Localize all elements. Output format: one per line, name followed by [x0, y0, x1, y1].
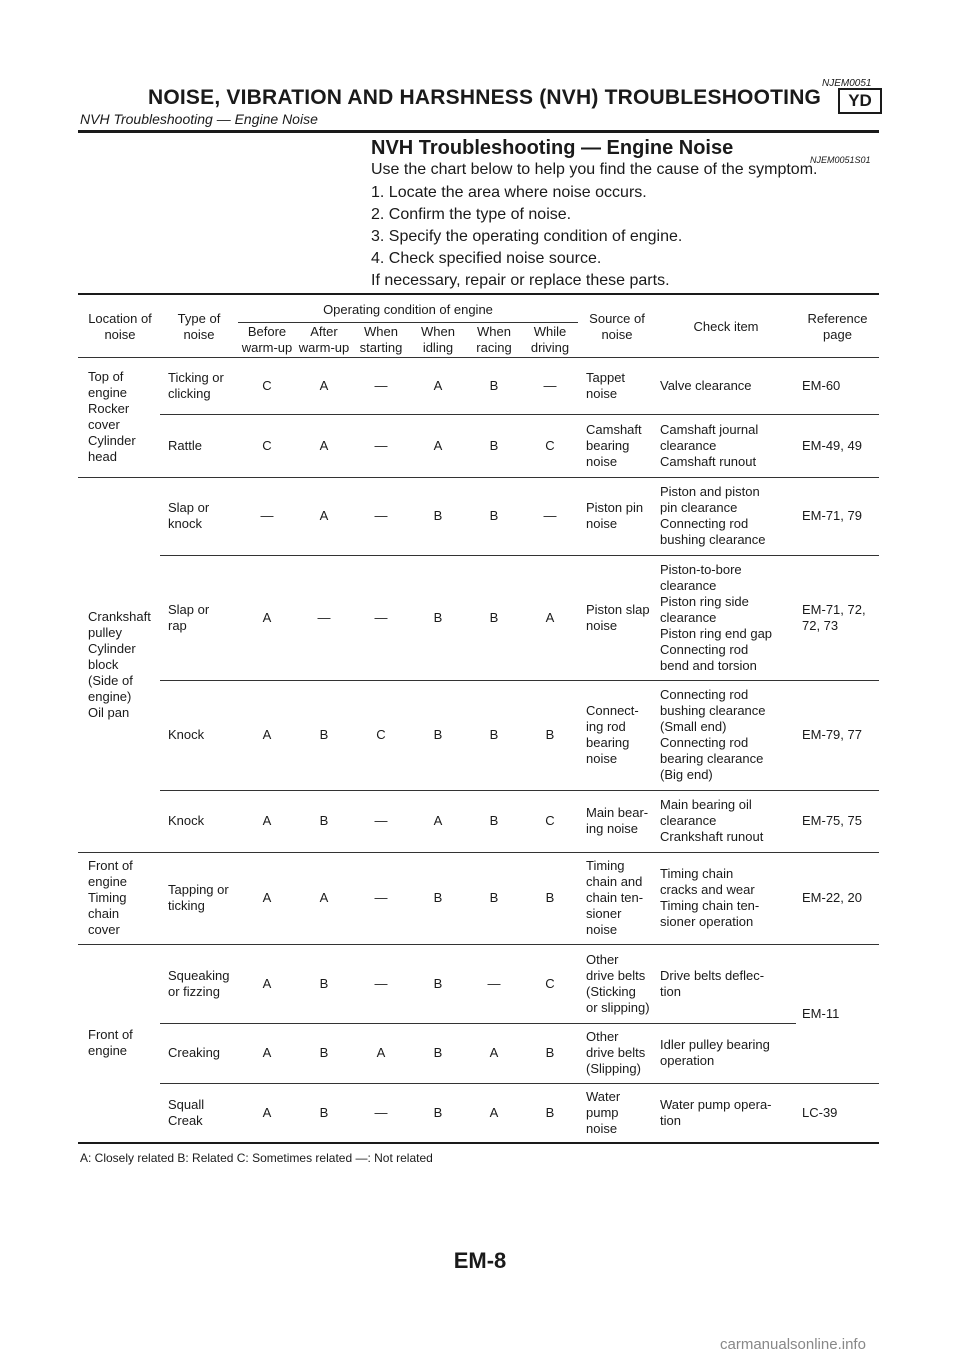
- row-divider: [160, 414, 879, 415]
- condition-rating: —: [543, 377, 557, 393]
- header-location: Location of noise: [88, 311, 152, 342]
- condition-rating: A: [376, 1045, 386, 1060]
- condition-rating: —: [374, 1104, 388, 1120]
- noise-source: Other drive belts (Slipping): [586, 1029, 646, 1076]
- condition-rating: C: [262, 377, 272, 393]
- condition-rating: —: [374, 813, 388, 828]
- row-divider: [160, 680, 879, 681]
- condition-rating: B: [545, 727, 555, 742]
- location-group: Crankshaft pulley Cylinder block (Side of engine) Oil pan: [88, 608, 151, 720]
- condition-rating: B: [489, 727, 499, 742]
- condition-rating: A: [319, 377, 329, 393]
- noise-source: Piston pin noise: [586, 500, 644, 531]
- condition-rating: B: [489, 377, 499, 393]
- row-divider: [78, 944, 879, 945]
- reference-page: EM-22, 20: [802, 890, 862, 905]
- page-title: NOISE, VIBRATION AND HARSHNESS (NVH) TROUBLESHOOTING: [148, 86, 822, 109]
- check-item: Main bearing oil clearance Crankshaft runout: [660, 797, 764, 844]
- check-item: Piston-to-bore clearance Piston ring side clearance Piston ring end gap Connecting rod bend and torsion: [660, 561, 773, 673]
- header-source: Source of noise: [589, 311, 645, 342]
- reference-page: EM-71, 72, 72, 73: [802, 601, 866, 633]
- condition-rating: A: [433, 437, 443, 453]
- row-divider: [78, 477, 879, 478]
- row-divider: [160, 1023, 796, 1024]
- location-group: Front of engine: [88, 1027, 133, 1058]
- step-2: 2. Confirm the type of noise.: [371, 206, 572, 223]
- check-item: Connecting rod bushing clearance (Small end) Connecting rod bearing clearance (Big end): [660, 687, 766, 782]
- check-item: Drive belts deflec- tion: [660, 967, 765, 999]
- condition-rating: —: [374, 890, 388, 905]
- header-rule: [78, 130, 879, 133]
- page-number: EM-8: [453, 1248, 507, 1273]
- header-operating-condition: Operating condition of engine: [323, 301, 493, 317]
- condition-rating: A: [262, 727, 272, 742]
- noise-type: Knock: [168, 813, 205, 828]
- condition-rating: A: [262, 975, 272, 991]
- header-when-racing: When racing: [476, 324, 512, 355]
- header-after-warmup: After warm-up: [298, 324, 350, 355]
- check-item: Camshaft journal clearance Camshaft runout: [660, 421, 759, 469]
- step-1: 1. Locate the area where noise occurs.: [371, 184, 647, 201]
- noise-source: Camshaft bearing noise: [586, 421, 642, 469]
- condition-rating: B: [319, 727, 329, 742]
- noise-type: Slap or knock: [168, 500, 210, 531]
- condition-rating: B: [319, 1045, 329, 1060]
- condition-rating: A: [433, 377, 443, 393]
- condition-rating: A: [489, 1104, 499, 1120]
- condition-rating: B: [489, 508, 499, 523]
- noise-source: Water pump noise: [586, 1088, 621, 1136]
- check-item: Idler pulley bearing operation: [660, 1037, 770, 1068]
- watermark: carmanualsonline.info: [720, 1336, 866, 1353]
- header-reference: Reference page: [807, 311, 868, 342]
- condition-rating: A: [319, 508, 329, 523]
- condition-rating: B: [319, 813, 329, 828]
- condition-rating: A: [262, 1104, 272, 1120]
- header-when-starting: When starting: [359, 324, 403, 355]
- condition-rating: —: [374, 377, 388, 393]
- condition-rating: —: [260, 508, 274, 523]
- step-4: 4. Check specified noise source.: [371, 250, 602, 267]
- condition-rating: B: [545, 1045, 555, 1060]
- noise-source: Timing chain and chain ten- sioner noise: [586, 858, 644, 937]
- condition-rating: A: [433, 813, 443, 828]
- noise-source: Main bear- ing noise: [586, 805, 649, 836]
- condition-rating: B: [433, 609, 443, 625]
- noise-type: Creaking: [168, 1045, 221, 1060]
- condition-rating: B: [433, 975, 443, 991]
- section-code: NJEM0051S01: [810, 155, 871, 165]
- condition-rating: A: [262, 609, 272, 625]
- condition-rating: A: [319, 437, 329, 453]
- row-divider: [160, 790, 879, 791]
- step-3: 3. Specify the operating condition of engine.: [371, 228, 683, 245]
- header-check-item: Check item: [693, 319, 759, 334]
- intro-text: Use the chart below to help you find the cause of the symptom.: [371, 161, 818, 178]
- condition-rating: B: [433, 890, 443, 905]
- condition-rating: C: [262, 437, 272, 453]
- reference-page: EM-75, 75: [802, 813, 862, 828]
- condition-rating: C: [545, 975, 555, 991]
- condition-rating: C: [545, 437, 555, 453]
- reference-page: EM-49, 49: [802, 437, 862, 453]
- reference-page: EM-79, 77: [802, 727, 862, 742]
- noise-type: Slap or rap: [168, 601, 210, 633]
- row-divider: [160, 1083, 879, 1084]
- condition-rating: —: [543, 508, 557, 523]
- reference-page: EM-71, 79: [802, 508, 862, 523]
- condition-rating: A: [262, 813, 272, 828]
- legend: A: Closely related B: Related C: Sometimes related —: Not related: [80, 1151, 433, 1165]
- header-type: Type of noise: [177, 311, 221, 342]
- condition-rating: B: [319, 975, 329, 991]
- condition-rating: —: [374, 508, 388, 523]
- section-title: NVH Troubleshooting — Engine Noise: [371, 137, 734, 159]
- condition-rating: A: [319, 890, 329, 905]
- condition-rating: B: [433, 508, 443, 523]
- condition-rating: A: [262, 890, 272, 905]
- condition-rating: —: [374, 437, 388, 453]
- model-badge: YD: [838, 88, 882, 114]
- condition-rating: C: [545, 813, 555, 828]
- noise-source: Other drive belts (Sticking or slipping): [586, 951, 650, 1015]
- check-item: Timing chain cracks and wear Timing chain ten- sioner operation: [660, 866, 760, 929]
- condition-rating: B: [489, 609, 499, 625]
- header-before-warmup: Before warm-up: [241, 324, 293, 355]
- noise-source: Tappet noise: [586, 369, 626, 401]
- noise-type: Rattle: [168, 437, 202, 453]
- table-bottom-rule: [78, 1142, 879, 1144]
- table-top-rule: [78, 293, 879, 295]
- reference-page: LC-39: [802, 1104, 838, 1120]
- noise-type: Knock: [168, 727, 205, 742]
- condition-rating: —: [374, 975, 388, 991]
- location-group: Top of engine Rocker cover Cylinder head: [88, 369, 136, 464]
- condition-rating: B: [489, 437, 499, 453]
- condition-rating: B: [489, 890, 499, 905]
- noise-type: Tapping or ticking: [168, 882, 229, 913]
- condition-rating: A: [262, 1045, 272, 1060]
- header-while-driving: While driving: [530, 324, 570, 355]
- condition-rating: A: [489, 1045, 499, 1060]
- row-divider: [160, 555, 879, 556]
- condition-rating: B: [433, 727, 443, 742]
- noise-type: Ticking or clicking: [168, 369, 224, 401]
- reference-page: EM-11: [802, 1005, 840, 1021]
- condition-rating: B: [489, 813, 499, 828]
- condition-rating: B: [433, 1045, 443, 1060]
- check-item: Water pump opera- tion: [660, 1096, 772, 1128]
- check-item: Piston and piston pin clearance Connecting rod bushing clearance: [660, 484, 766, 547]
- reference-page: EM-60: [802, 377, 841, 393]
- condition-rating: —: [317, 609, 331, 625]
- location-group: Front of engine Timing chain cover: [88, 858, 133, 937]
- condition-rating: —: [487, 975, 501, 991]
- header-code: NJEM0051: [822, 78, 872, 89]
- header-when-idling: When idling: [421, 324, 455, 355]
- condition-rating: —: [374, 609, 388, 625]
- condition-rating: B: [433, 1104, 443, 1120]
- noise-type: Squeaking or fizzing: [168, 967, 230, 999]
- condition-rating: C: [376, 727, 386, 742]
- page-subtitle: NVH Troubleshooting — Engine Noise: [80, 111, 318, 127]
- condition-rating: B: [545, 1104, 555, 1120]
- condition-rating: B: [319, 1104, 329, 1120]
- noise-type: Squall Creak: [168, 1096, 205, 1128]
- noise-source: Piston slap noise: [586, 601, 650, 633]
- condition-rating: B: [545, 890, 555, 905]
- row-divider: [78, 852, 879, 853]
- check-item: Valve clearance: [660, 377, 752, 393]
- closing-text: If necessary, repair or replace these parts.: [371, 272, 670, 289]
- condition-rating: A: [545, 609, 555, 625]
- noise-source: Connect- ing rod bearing noise: [586, 703, 639, 766]
